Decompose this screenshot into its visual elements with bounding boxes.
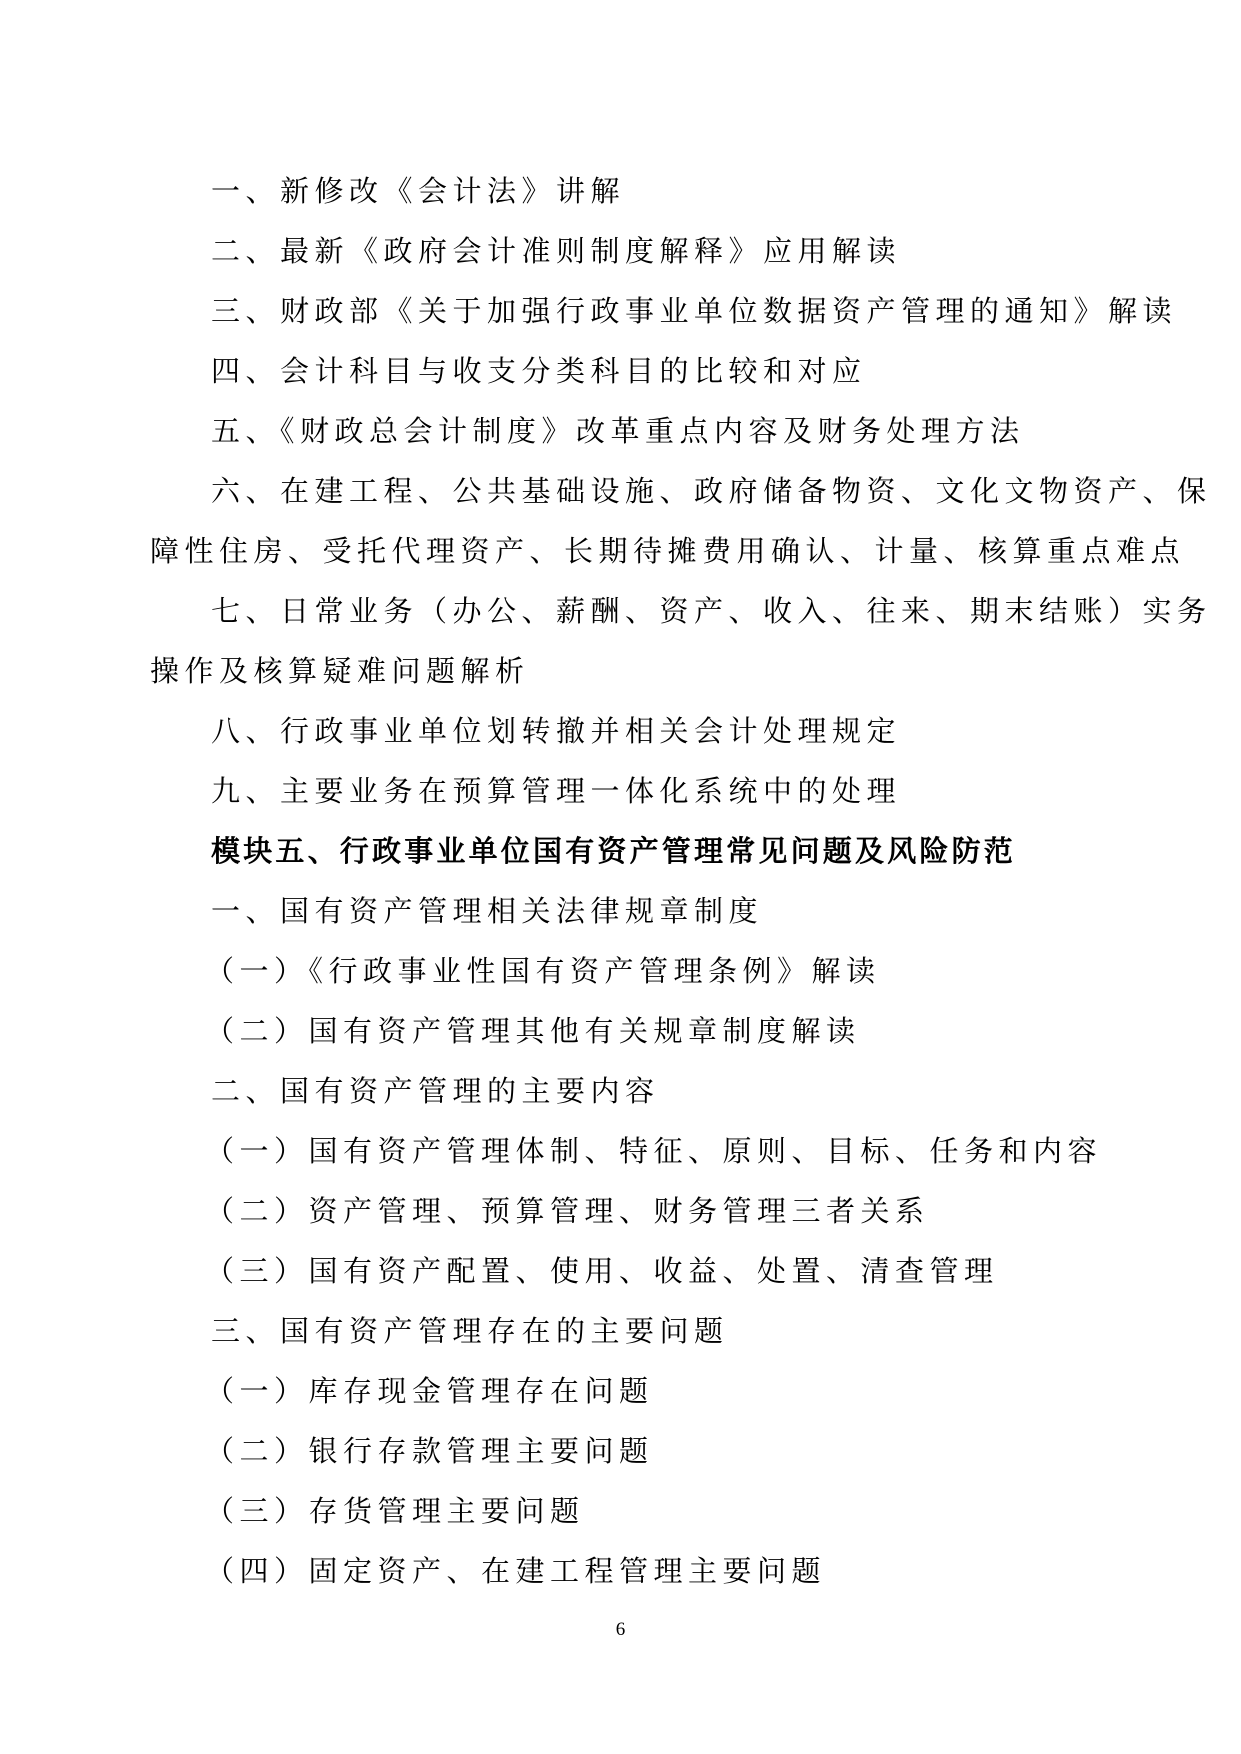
text-line: （一）国有资产管理体制、特征、原则、目标、任务和内容 (205, 1134, 1103, 1168)
text-line: （一）《行政事业性国有资产管理条例》解读 (205, 954, 881, 988)
text-line: 一、新修改《会计法》讲解 (211, 174, 626, 208)
text-line: 一、国有资产管理相关法律规章制度 (211, 894, 764, 928)
text-line: （二）资产管理、预算管理、财务管理三者关系 (205, 1194, 930, 1228)
text-line: 三、财政部《关于加强行政事业单位数据资产管理的通知》解读 (211, 294, 1178, 328)
page-number: 6 (615, 1619, 626, 1640)
text-line: 操作及核算疑难问题解析 (150, 654, 530, 688)
text-line: 障性住房、受托代理资产、长期待摊费用确认、计量、核算重点难点 (150, 534, 1186, 568)
section-heading: 模块五、行政事业单位国有资产管理常见问题及风险防范 (211, 834, 1017, 868)
text-line: 三、国有资产管理存在的主要问题 (211, 1314, 729, 1348)
text-line: （三）存货管理主要问题 (205, 1494, 585, 1528)
text-line: （二）银行存款管理主要问题 (205, 1434, 654, 1468)
text-line: 七、日常业务（办公、薪酬、资产、收入、往来、期末结账）实务 (211, 594, 1212, 628)
text-line: （二）国有资产管理其他有关规章制度解读 (205, 1014, 861, 1048)
text-line: （四）固定资产、在建工程管理主要问题 (205, 1554, 827, 1588)
text-line: 四、会计科目与收支分类科目的比较和对应 (211, 354, 867, 388)
text-line: （三）国有资产配置、使用、收益、处置、清查管理 (205, 1254, 999, 1288)
text-line: （一）库存现金管理存在问题 (205, 1374, 654, 1408)
text-line: 五、《财政总会计制度》改革重点内容及财务处理方法 (211, 414, 1025, 448)
text-line: 二、最新《政府会计准则制度解释》应用解读 (211, 234, 902, 268)
text-line: 二、国有资产管理的主要内容 (211, 1074, 660, 1108)
text-line: 九、主要业务在预算管理一体化系统中的处理 (211, 774, 902, 808)
text-line: 八、行政事业单位划转撤并相关会计处理规定 (211, 714, 902, 748)
text-line: 六、在建工程、公共基础设施、政府储备物资、文化文物资产、保 (211, 474, 1212, 508)
